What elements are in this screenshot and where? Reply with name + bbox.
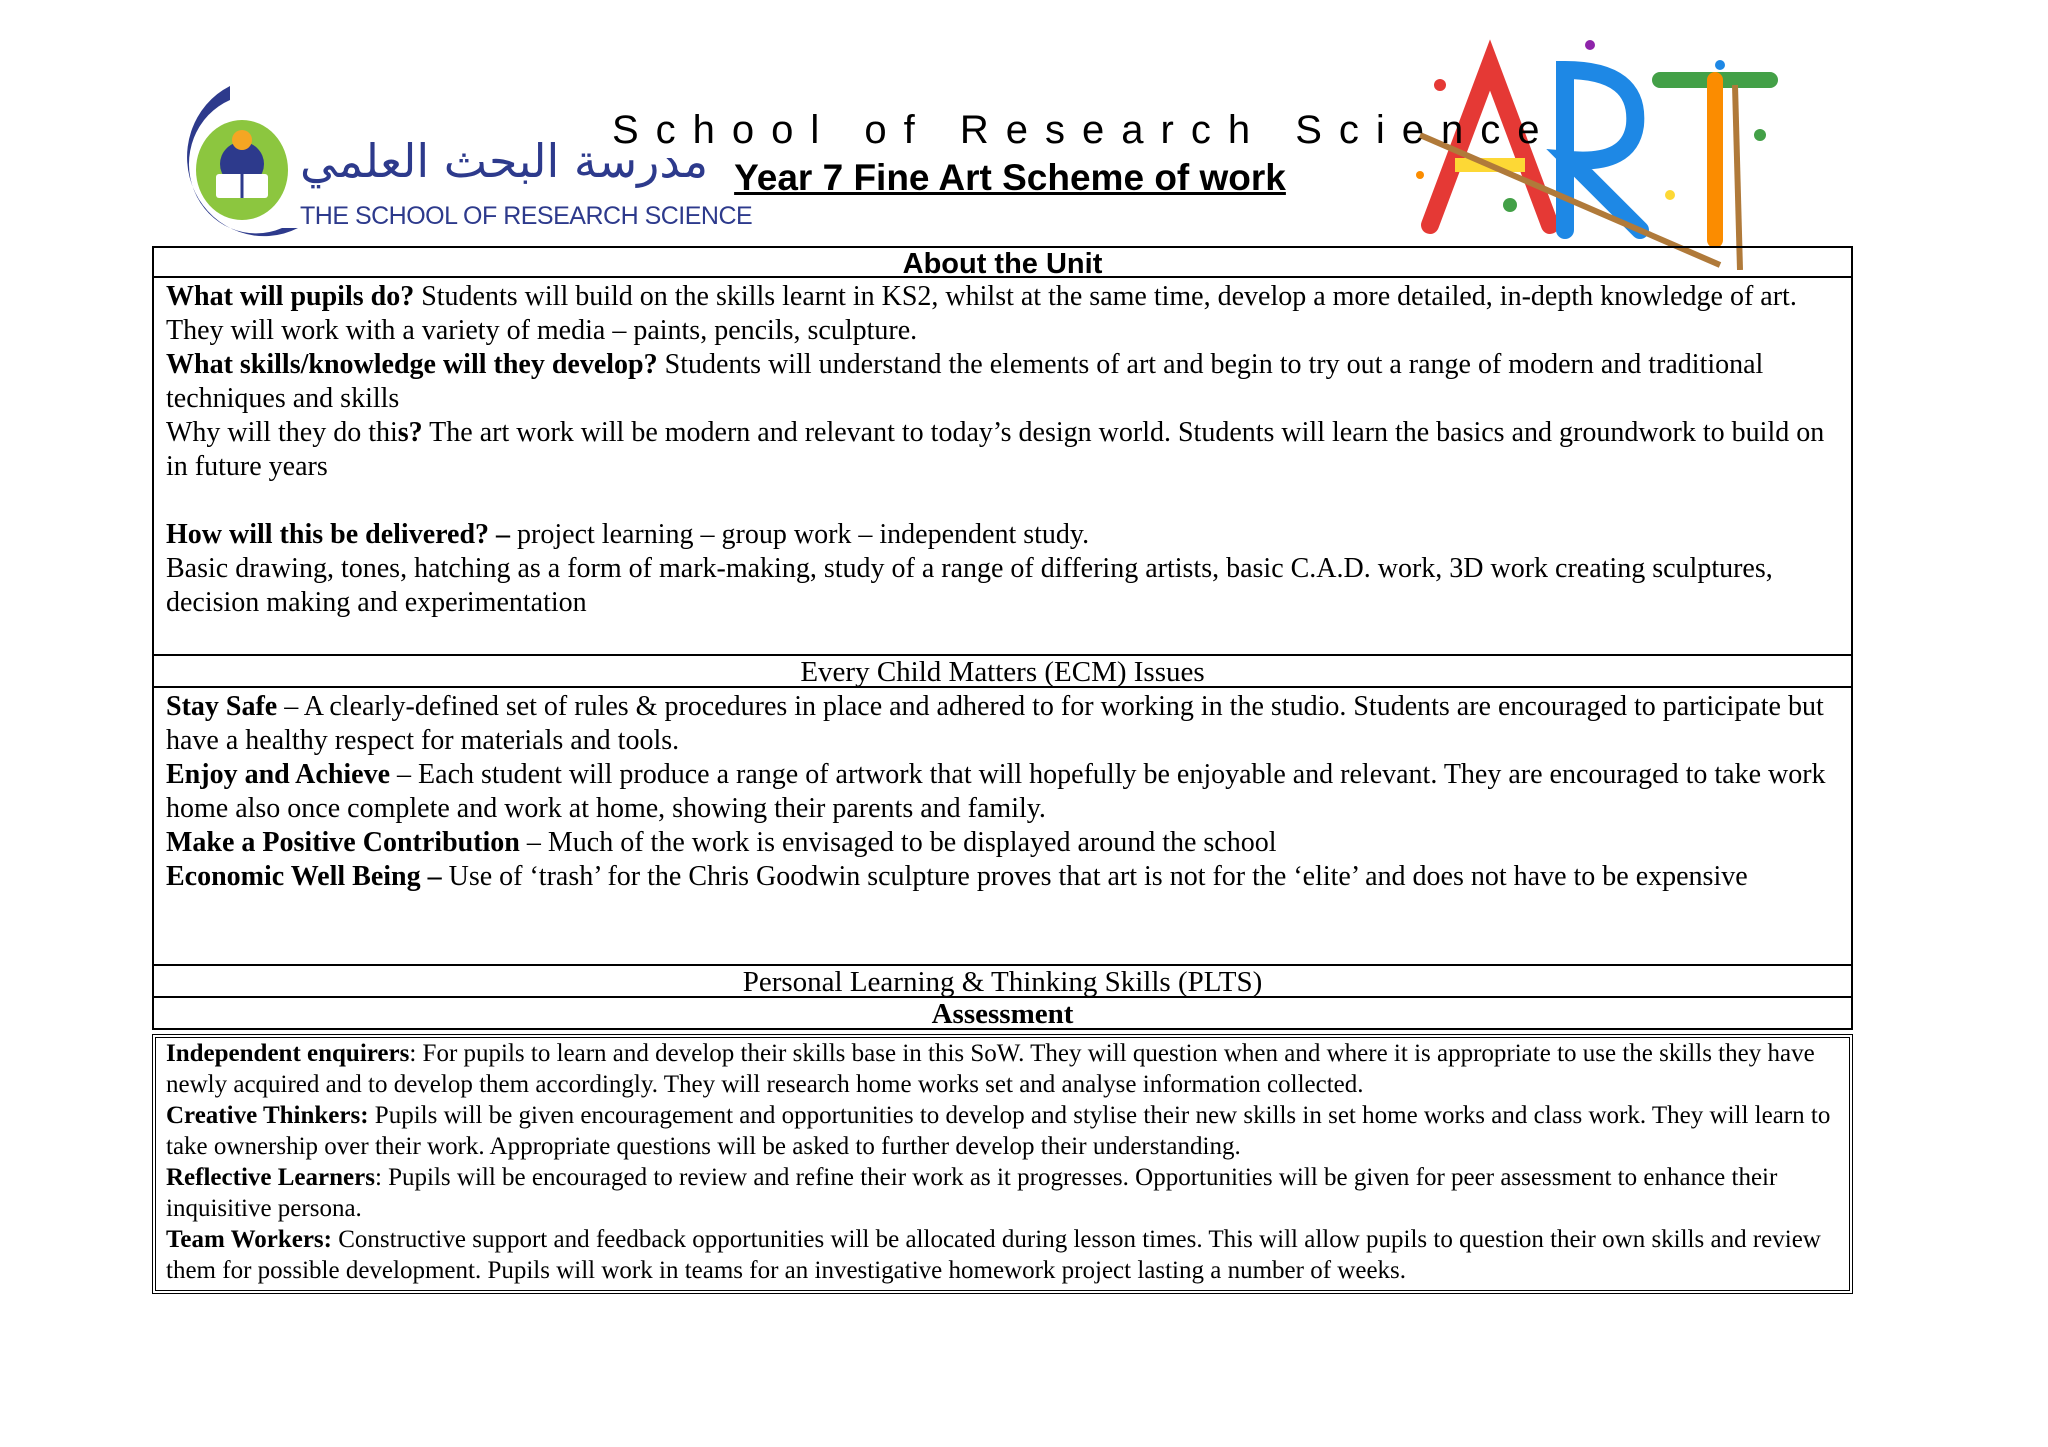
- about-q4-label: How will this be delivered? –: [166, 519, 511, 550]
- assessment-item-label: Creative Thinkers:: [166, 1102, 369, 1129]
- about-q4-detail: Basic drawing, tones, hatching as a form of mark-making, study of a range of differing artists, basic C.A.D. work, 3D work creating sculptures, decision making and experimentation: [166, 553, 1773, 618]
- about-q4-text: project learning – group work – independent study.: [510, 519, 1090, 550]
- assessment-item-text: Constructive support and feedback opportunities will be allocated during lesson times. This will allow pupils to question their own skills and review them for possible development. Pupils will work in teams for an investigative homework project lasting a number of weeks.: [166, 1226, 1821, 1284]
- about-q1: [166, 280, 1839, 348]
- ecm-item-text: – Much of the work is envisaged to be displayed around the school: [519, 827, 1277, 858]
- ecm-item-text: – A clearly-defined set of rules & procedures in place and adhered to for working in the studio. Students are encouraged to participate but have a healthy respect for materials and tools.: [166, 691, 1824, 756]
- ecm-item: [166, 860, 1839, 894]
- assessment-section: [152, 1034, 1853, 1294]
- assessment-item-label: Team Workers:: [166, 1226, 332, 1253]
- ecm-item-label: Stay Safe: [166, 691, 278, 722]
- ecm-item-label: Enjoy and Achieve: [166, 759, 391, 790]
- assessment-item: [166, 1100, 1839, 1162]
- about-q1-label: What will pupils do?: [166, 281, 415, 312]
- about-q3: [166, 416, 1839, 484]
- about-q4: [166, 518, 1839, 552]
- plts-heading: Personal Learning & Thinking Skills (PLTS): [152, 966, 1853, 998]
- assessment-item: [166, 1038, 1839, 1100]
- logo-arabic-text: مدرسة البحث العلمي: [300, 134, 709, 188]
- ecm-item: [166, 826, 1839, 860]
- about-q3-text: The art work will be modern and relevant to today’s design world. Students will learn the basics and groundwork to build on in future years: [166, 417, 1825, 482]
- about-q1-text: Students will build on the skills learnt in KS2, whilst at the same time, develop a more detailed, in-depth knowledge of art. They will work with a variety of media – paints, pencils, sculpture.: [166, 281, 1797, 346]
- assessment-heading: Assessment: [152, 998, 1853, 1030]
- logo-english-text: THE SCHOOL OF RESEARCH SCIENCE: [300, 202, 753, 230]
- ecm-item-text: – Each student will produce a range of artwork that will hopefully be enjoyable and relevant. They are encouraged to take work home also once complete and work at home, showing their parents and family.: [166, 759, 1826, 824]
- ecm-section: [152, 688, 1853, 966]
- assessment-item: [166, 1224, 1839, 1286]
- ecm-item: [166, 690, 1839, 758]
- ecm-item-label: Economic Well Being –: [166, 861, 442, 892]
- assessment-item-text: : Pupils will be encouraged to review and refine their work as it progresses. Opportunities will be given for peer assessment to enhance their inquisitive persona.: [166, 1164, 1778, 1222]
- school-name: School of Research Science: [612, 108, 1557, 152]
- assessment-item-text: : For pupils to learn and develop their skills base in this SoW. They will question when and where it is appropriate to use the skills they have newly acquired and to develop them accordingly. They will research home works set and analyse information collected.: [166, 1040, 1815, 1098]
- page-title: Year 7 Fine Art Scheme of work: [734, 157, 1286, 198]
- assessment-item-label: Independent enquirers: [166, 1040, 410, 1067]
- ecm-item: [166, 758, 1839, 826]
- about-unit-section: [152, 278, 1853, 656]
- about-q3-label-bold: s?: [397, 417, 423, 448]
- ecm-item-label: Make a Positive Contribution: [166, 827, 520, 858]
- ecm-item-text: Use of ‘trash’ for the Chris Goodwin sculpture proves that art is not for the ‘elite’ and does not have to be expensive: [441, 861, 1748, 892]
- about-q3-label: Why will they do thi: [166, 417, 398, 448]
- about-unit-heading: About the Unit: [152, 246, 1853, 278]
- about-q2: [166, 348, 1839, 416]
- about-q2-text: Students will understand the elements of art and begin to try out a range of modern and traditional techniques and skills: [166, 349, 1764, 414]
- assessment-item-text: Pupils will be given encouragement and opportunities to develop and stylise their new skills in set home works and class work. They will learn to take ownership over their work. Appropriate questions will be asked to further develop their understanding.: [166, 1102, 1831, 1160]
- ecm-heading: Every Child Matters (ECM) Issues: [152, 656, 1853, 688]
- about-q2-label: What skills/knowledge will they develop?: [166, 349, 658, 380]
- spacer: [166, 484, 1839, 518]
- assessment-item: [166, 1162, 1839, 1224]
- assessment-item-label: Reflective Learners: [166, 1164, 375, 1191]
